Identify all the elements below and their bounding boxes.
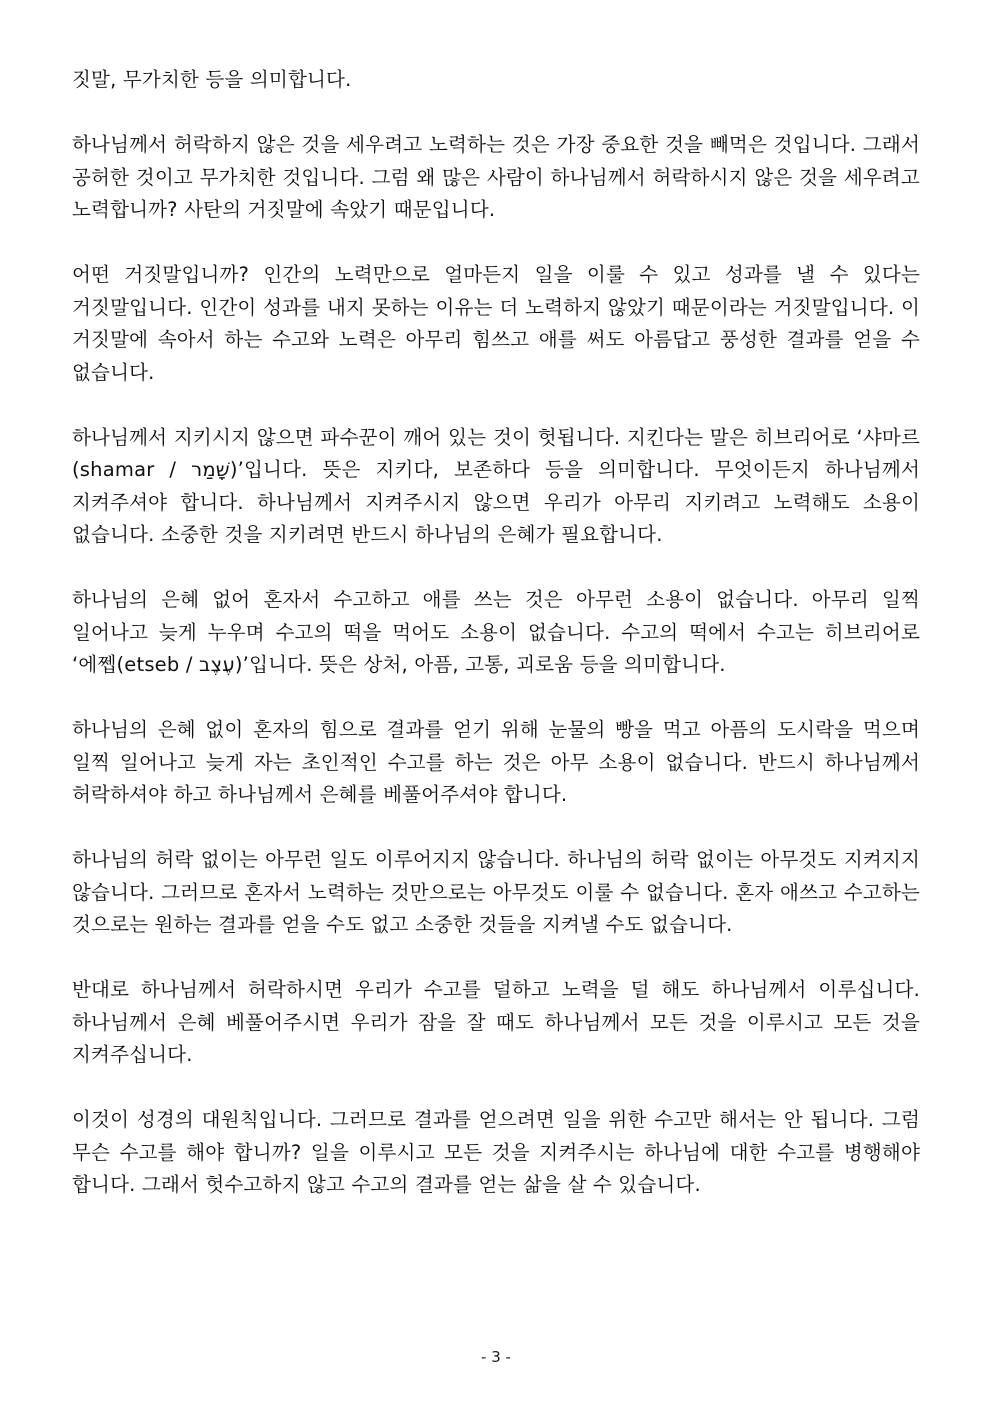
paragraph: 하나님께서 지키시지 않으면 파수꾼이 깨어 있는 것이 헛됩니다. 지킨다는 말은 히브리어로 ‘샤마르(shamar / שָׁמַר)’입니다. 뜻은 지키다, 보존하다 등을 의미합니다. 무엇이든지 하나님께서 지켜주셔야 합니다. 하나님께서 지켜주시지 않으면 우리가 아무리 지키려고 노력해도 소용이 없습니다. 소중한 것을 지키려면 반드시 하나님의 은혜가 필요합니다. xyxy=(72,425,921,546)
paragraph: 하나님의 은혜 없어 혼자서 수고하고 애를 쓰는 것은 아무런 소용이 없습니다. 아무리 일찍 일어나고 늦게 누우며 수고의 떡을 먹어도 소용이 없습니다. 수고의 떡에서 수고는 히브리어로 ‘에쩹(etseb / עֶצֶב)’입니다. 뜻은 상처, 아픔, 고통, 괴로움 등을 의미합니다. xyxy=(72,588,920,676)
page-number: - 3 - xyxy=(481,1348,511,1366)
paragraph: 이것이 성경의 대원칙입니다. 그러므로 결과를 얻으려면 일을 위한 수고만 해서는 안 됩니다. 그럼 무슨 수고를 해야 합니까? 일을 이루시고 모든 것을 지켜주시는 하나님에 대한 수고를 병행해야 합니다. 그래서 헛수고하지 않고 수고의 결과를 얻는 삶을 살 수 있습니다. xyxy=(72,1108,920,1196)
paragraph: 하나님의 은혜 없이 혼자의 힘으로 결과를 얻기 위해 눈물의 빵을 먹고 아픔의 도시락을 먹으며 일찍 일어나고 늦게 자는 초인적인 수고를 하는 것은 아무 소용이 없습니다. 반드시 하나님께서 허락하셔야 하고 하나님께서 은혜를 베풀어주셔야 합니다. xyxy=(72,718,920,806)
document-body xyxy=(72,64,920,1234)
paragraph: 하나님의 허락 없이는 아무런 일도 이루어지지 않습니다. 하나님의 허락 없이는 아무것도 지켜지지 않습니다. 그러므로 혼자서 노력하는 것만으로는 아무것도 이룰 수 없습니다. 혼자 애쓰고 수고하는 것으로는 원하는 결과를 얻을 수도 없고 소중한 것들을 지켜낼 수도 없습니다. xyxy=(72,848,920,936)
paragraph: 짓말, 무가치한 등을 의미합니다. xyxy=(72,68,352,91)
paragraph: 하나님께서 허락하지 않은 것을 세우려고 노력하는 것은 가장 중요한 것을 빼먹은 것입니다. 그래서 공허한 것이고 무가치한 것입니다. 그럼 왜 많은 사람이 하나님께서 허락하시지 않은 것을 세우려고 노력합니까? 사탄의 거짓말에 속았기 때문입니다. xyxy=(72,133,920,221)
paragraph: 반대로 하나님께서 허락하시면 우리가 수고를 덜하고 노력을 덜 해도 하나님께서 이루십니다. 하나님께서 은혜 베풀어주시면 우리가 잠을 잘 때도 하나님께서 모든 것을 이루시고 모든 것을 지켜주십니다. xyxy=(72,978,920,1066)
paragraph: 어떤 거짓말입니까? 인간의 노력만으로 얼마든지 일을 이룰 수 있고 성과를 낼 수 있다는 거짓말입니다. 인간이 성과를 내지 못하는 이유는 더 노력하지 않았기 때문이라는 거짓말입니다. 이 거짓말에 속아서 하는 수고와 노력은 아무리 힘쓰고 애를 써도 아름답고 풍성한 결과를 얻을 수 없습니다. xyxy=(72,263,920,384)
